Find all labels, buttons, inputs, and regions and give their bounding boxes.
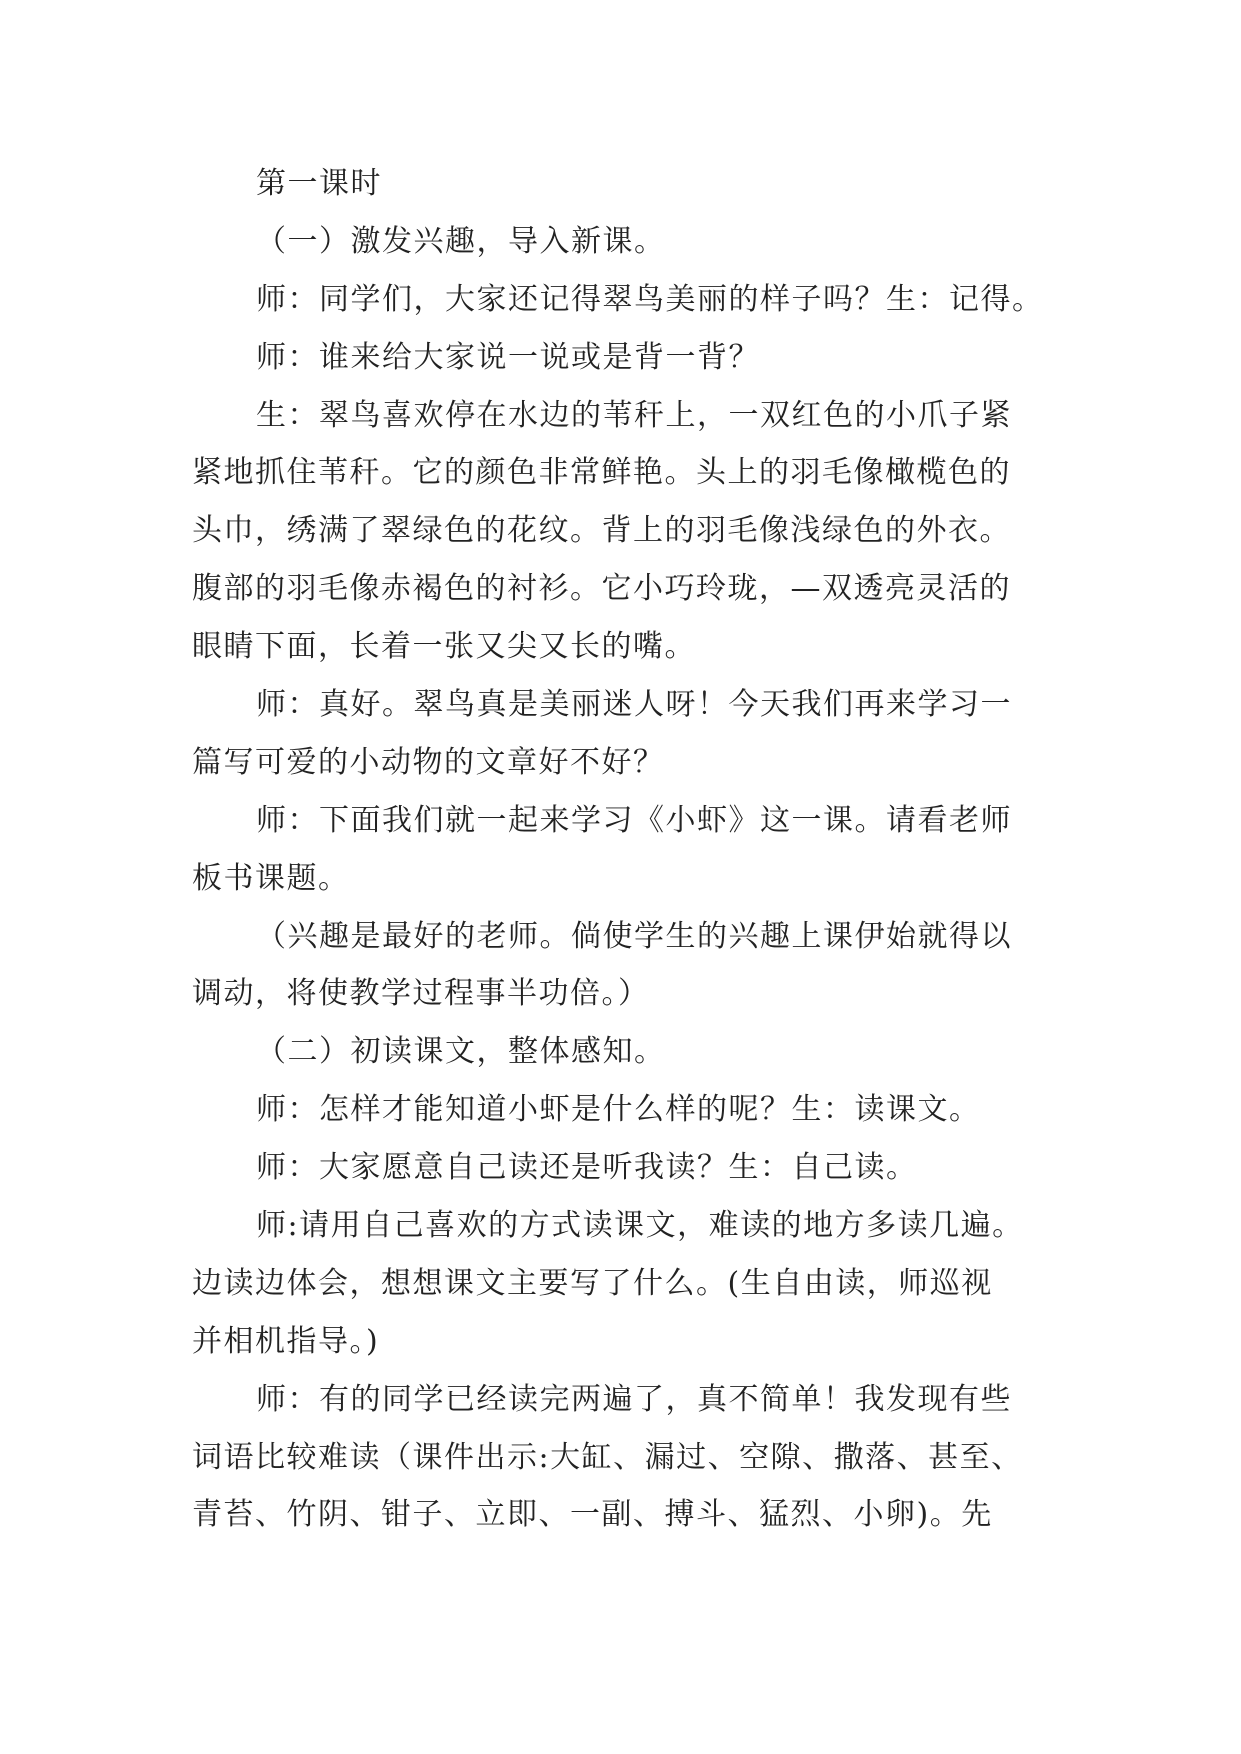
paragraph-line: 师：怎样才能知道小虾是什么样的呢？生：读课文。 — [256, 1092, 981, 1128]
body-text — [192, 155, 1052, 1544]
paragraph-line: 生：翠鸟喜欢停在水边的苇秆上，一双红色的小爪子紧 — [256, 397, 1012, 433]
paragraph-line: 师：大家愿意自己读还是听我读？生：自己读。 — [256, 1150, 918, 1186]
heading-lesson-period: 第一课时 — [256, 166, 382, 201]
paragraph-line: 师：同学们，大家还记得翠鸟美丽的样子吗？生：记得。 — [256, 281, 1044, 317]
paragraph-line: 师：谁来给大家说一说或是背一背？ — [256, 339, 760, 375]
paragraph-line: 篇写可爱的小动物的文章好不好？ — [192, 744, 665, 780]
paragraph-line: 头巾，绣满了翠绿色的花纹。背上的羽毛像浅绿色的外衣。 — [192, 513, 1011, 549]
paragraph-line: 青苔、竹阴、钳子、立即、一副、搏斗、猛烈、小卵)。先 — [192, 1497, 993, 1533]
paragraph-line: 调动，将使教学过程事半功倍。） — [192, 976, 650, 1012]
paragraph-line: 师：有的同学已经读完两遍了，真不简单！我发现有些 — [256, 1381, 1012, 1417]
paragraph-line: 并相机指导。) — [192, 1323, 380, 1359]
paragraph-line: 紧地抓住苇秆。它的颜色非常鲜艳。头上的羽毛像橄榄色的 — [192, 455, 1011, 491]
paragraph-line: 师:请用自己喜欢的方式读课文，难读的地方多读几遍。 — [256, 1208, 1024, 1244]
paragraph-line: 腹部的羽毛像赤褐色的衬衫。它小巧玲珑，—双透亮灵活的 — [192, 571, 1011, 607]
paragraph-line: 师：下面我们就一起来学习《小虾》这一课。请看老师 — [256, 802, 1012, 838]
paragraph-line: （兴趣是最好的老师。倘使学生的兴趣上课伊始就得以 — [256, 918, 1012, 954]
paragraph-line: 边读边体会，想想课文主要写了什么。(生自由读，师巡视 — [192, 1265, 993, 1301]
section-heading: （一）激发兴趣，导入新课。 — [256, 223, 666, 259]
paragraph-line: 板书课题。 — [192, 860, 350, 896]
paragraph-line: 词语比较难读（课件出示:大缸、漏过、空隙、撒落、甚至、 — [192, 1439, 1023, 1475]
paragraph-line: 师：真好。翠鸟真是美丽迷人呀！今天我们再来学习一 — [256, 687, 1012, 723]
paragraph-line: 眼睛下面，长着一张又尖又长的嘴。 — [192, 629, 696, 665]
section-heading: （二）初读课文，整体感知。 — [256, 1034, 666, 1070]
